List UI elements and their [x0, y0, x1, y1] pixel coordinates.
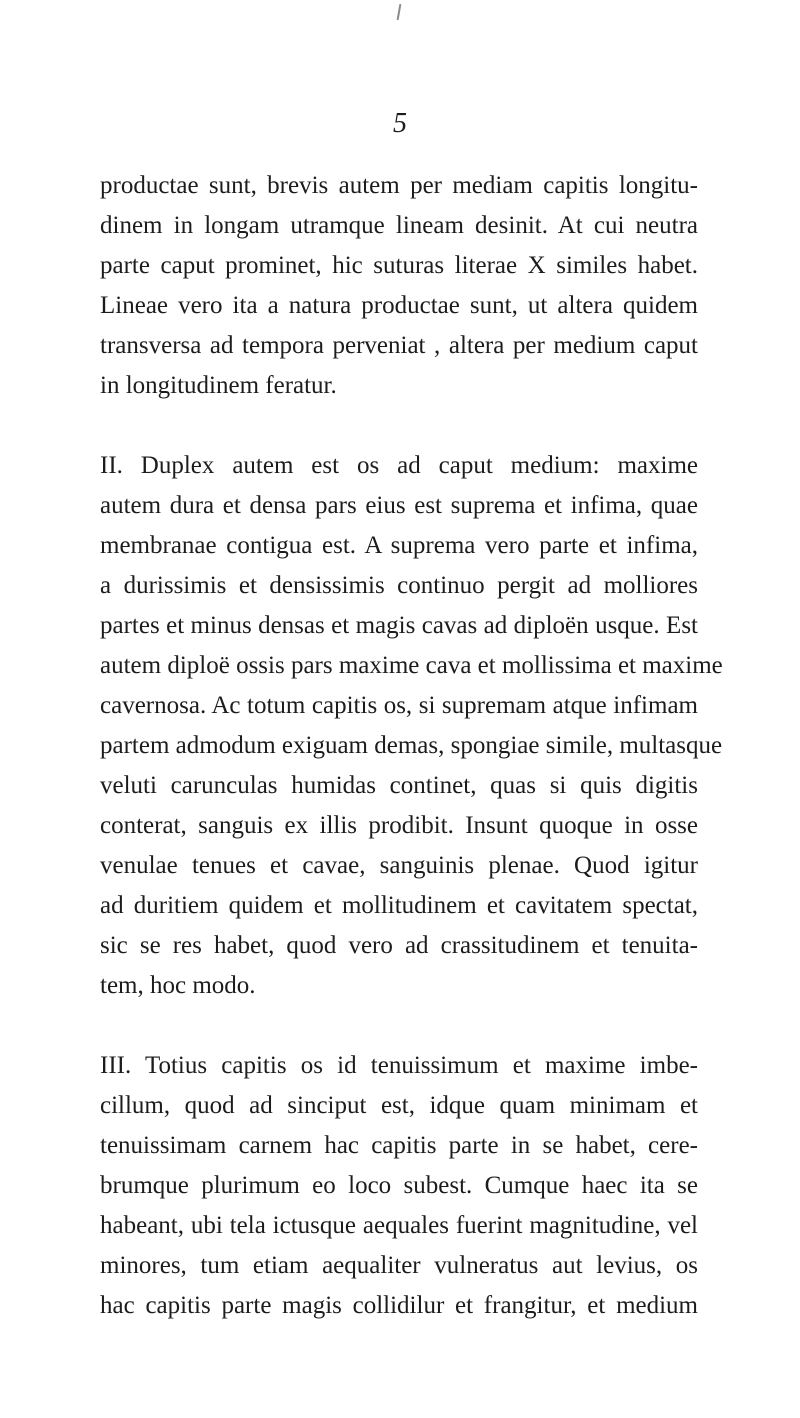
text-line: tenuissimam carnem hac capitis parte in se habet, cere- [100, 1132, 698, 1159]
paragraph-1 [100, 166, 698, 406]
text-line: in longitudinem feratur. [100, 372, 337, 399]
paragraph-gap [100, 406, 698, 446]
paragraph-3 [100, 1046, 698, 1326]
text-line: minores, tum etiam aequaliter vulneratus aut levius, os [100, 1252, 698, 1279]
text-body [100, 166, 723, 1326]
text-line: brumque plurimum eo loco subest. Cumque haec ita se [100, 1172, 698, 1199]
text-line: conterat, sanguis ex illis prodibit. Insunt quoque in osse [100, 812, 698, 839]
text-line: sic se res habet, quod vero ad crassitudinem et tenuita- [100, 932, 698, 959]
text-line: cillum, quod ad sinciput est, idque quam minimam et [100, 1092, 698, 1119]
text-line: membranae contigua est. A suprema vero parte et infima, [100, 532, 698, 559]
text-line: veluti carunculas humidas continet, quas si quis digitis [100, 772, 698, 799]
text-line: III. Totius capitis os id tenuissimum et maxime imbe- [100, 1052, 698, 1079]
stray-mark [397, 4, 402, 20]
text-line: tem, hoc modo. [100, 972, 256, 999]
text-line: productae sunt, brevis autem per mediam capitis longitu- [100, 172, 698, 199]
text-line: ad duritiem quidem et mollitudinem et cavitatem spectat, [100, 892, 698, 919]
text-line: dinem in longam utramque lineam desinit. At cui neutra [100, 212, 698, 239]
paragraph-2 [100, 446, 723, 1006]
text-line: autem diploë ossis pars maxime cava et mollissima et maxime [100, 652, 723, 679]
paragraph-gap [100, 1006, 698, 1046]
text-line: venulae tenues et cavae, sanguinis plenae. Quod igitur [100, 852, 698, 879]
page-number: 5 [393, 108, 407, 139]
text-line: transversa ad tempora perveniat , altera per medium caput [100, 332, 698, 359]
text-line: partem admodum exiguam demas, spongiae simile, multasque [100, 732, 723, 759]
text-line: autem dura et densa pars eius est suprema et infima, quae [100, 492, 698, 519]
text-line: habeant, ubi tela ictusque aequales fuerint magnitudine, vel [100, 1212, 698, 1239]
text-line: cavernosa. Ac totum capitis os, si supremam atque infimam [100, 692, 698, 719]
text-line: parte caput prominet, hic suturas literae X similes habet. [100, 252, 698, 279]
text-line: Lineae vero ita a natura productae sunt, ut altera quidem [100, 292, 698, 319]
text-line: II. Duplex autem est os ad caput medium: maxime [100, 452, 698, 479]
text-line: partes et minus densas et magis cavas ad diploën usque. Est [100, 612, 698, 639]
text-line: hac capitis parte magis collidilur et frangitur, et medium [100, 1292, 698, 1319]
text-line: a durissimis et densissimis continuo pergit ad molliores [100, 572, 698, 599]
